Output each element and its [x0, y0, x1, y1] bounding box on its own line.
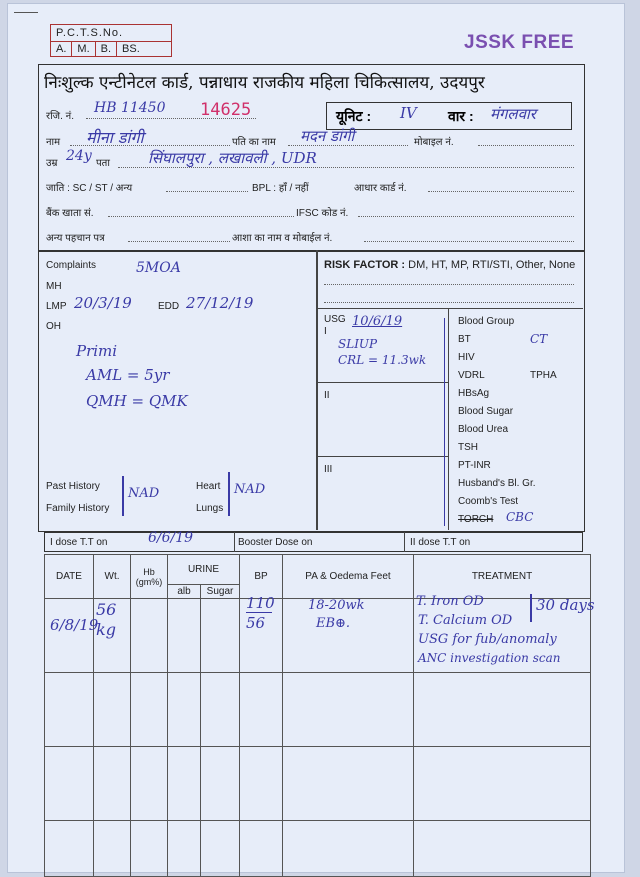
family-history-label: Family History: [46, 503, 110, 514]
treatment-line-4: ANC investigation scan: [418, 651, 561, 665]
lab-blood-sugar: Blood Sugar: [458, 406, 514, 417]
lab-cbc-note: CBC: [506, 510, 534, 524]
col-bp: BP: [240, 555, 283, 599]
tt-first-label: I dose T.T on: [50, 537, 108, 548]
col-wt: Wt.: [94, 555, 131, 599]
risk-factor-options: DM, HT, MP, RTI/STI, Other, None: [408, 259, 576, 271]
risk-factor-label: RISK FACTOR :: [324, 259, 406, 271]
lab-tsh: TSH: [458, 442, 478, 453]
note-aml: AML = 5yr: [86, 366, 170, 384]
day-value: मंगलवार: [490, 105, 536, 123]
mobile-label: मोबाइल नं.: [414, 137, 454, 148]
col-hb: Hb (gm%): [131, 555, 168, 599]
lab-tick-bracket: [444, 318, 451, 526]
note-qmh: QMH = QMK: [86, 392, 188, 410]
age-value: 24y: [66, 148, 92, 164]
aadhaar-label: आधार कार्ड नं.: [354, 183, 407, 194]
lab-ct-note: CT: [530, 332, 548, 346]
address-value: सिंघालपुरा , लखावली , UDR: [148, 149, 317, 167]
lab-torch: TORCH: [458, 514, 494, 525]
edd-value: 27/12/19: [186, 294, 254, 312]
pencil-mark: [14, 12, 38, 13]
usg-label: USG: [324, 314, 346, 325]
husband-label: पति का नाम: [232, 137, 276, 148]
note-primi: Primi: [76, 342, 118, 360]
jssk-free-stamp: JSSK FREE: [464, 32, 575, 53]
col-urine: URINE: [168, 555, 240, 585]
treatment-line-3: USG for fub/anomaly: [418, 632, 557, 647]
identity-label: अन्य पहचान पत्र: [46, 233, 105, 244]
name-label: नाम: [46, 137, 61, 148]
pcts-box: [50, 24, 172, 57]
lab-bt: BT: [458, 334, 471, 345]
usg-line-1: SLIUP: [338, 337, 378, 351]
clinical-block: [38, 250, 585, 532]
pcts-label: P.C.T.S.No.: [51, 25, 171, 42]
mh-label: MH: [46, 281, 62, 292]
reg-label: रजि. नं.: [46, 111, 74, 122]
husband-value: मदन डांगी: [300, 127, 355, 145]
visit-date: 6/8/19: [50, 616, 99, 634]
usg-roman-1: I: [324, 326, 327, 337]
visit-pa-1: 18-20wk: [308, 598, 365, 613]
visit-bp-diastolic: 56: [246, 614, 266, 632]
treatment-line-1: T. Iron OD: [416, 594, 484, 609]
visit-bp-systolic: 110: [246, 594, 275, 612]
visit-pa-2: EB⊕.: [316, 616, 351, 631]
name-value: मीना डांगी: [86, 128, 144, 147]
lab-vdrl: VDRL: [458, 370, 485, 381]
table-row: [45, 747, 591, 821]
antenatal-card: [8, 4, 624, 872]
lab-hiv: HIV: [458, 352, 475, 363]
edd-label: EDD: [158, 301, 180, 312]
treatment-days: 30 days: [536, 596, 595, 614]
heart-lungs-value: NAD: [234, 482, 266, 497]
risk-factor: [324, 259, 575, 271]
pcts-cell-bs: BS.: [122, 43, 140, 55]
unit-value: IV: [400, 104, 417, 122]
lungs-label: Lungs: [196, 503, 224, 514]
tt-booster-label: Booster Dose on: [238, 537, 313, 548]
day-label: वार :: [448, 108, 474, 124]
reg-stamp-number: 14625: [200, 100, 252, 120]
lab-tpha: TPHA: [530, 370, 557, 381]
table-row: [45, 821, 591, 877]
lab-coombs-test: Coomb's Test: [458, 496, 519, 507]
pcts-cell-b: B.: [96, 42, 117, 56]
ifsc-label: IFSC कोड नं.: [296, 208, 349, 219]
col-alb: alb: [168, 585, 201, 599]
visit-weight: 56 kg: [96, 600, 117, 639]
unit-label: यूनिट :: [336, 108, 372, 124]
usg-line-2: CRL = 11.3wk: [338, 353, 427, 367]
complaints-value: 5MOA: [136, 260, 181, 276]
usg-date: 10/6/19: [352, 314, 403, 329]
asha-label: आशा का नाम व मोबाईल नं.: [232, 233, 333, 244]
bank-label: बैंक खाता सं.: [46, 208, 94, 219]
lmp-label: LMP: [46, 301, 67, 312]
lab-pt-inr: PT-INR: [458, 460, 491, 471]
reg-handwritten: HB 11450: [94, 100, 166, 116]
lab-husband-bl-gr: Husband's Bl. Gr.: [458, 478, 536, 489]
heart-label: Heart: [196, 481, 221, 492]
oh-label: OH: [46, 321, 61, 332]
col-treatment: TREATMENT: [414, 555, 591, 599]
lab-hbsag: HBsAg: [458, 388, 490, 399]
tt-second-label: II dose T.T on: [410, 537, 471, 548]
col-pa: PA & Oedema Feet: [283, 555, 414, 599]
lab-blood-urea: Blood Urea: [458, 424, 509, 435]
col-date: DATE: [45, 555, 94, 599]
caste-label: जाति : SC / ST / अन्य: [46, 183, 133, 194]
col-sugar: Sugar: [201, 585, 240, 599]
treatment-line-2: T. Calcium OD: [418, 613, 513, 628]
lab-blood-group: Blood Group: [458, 316, 515, 327]
past-history-label: Past History: [46, 481, 100, 492]
bpl-label: BPL : हाँ / नहीं: [252, 183, 309, 194]
address-label: पता: [96, 158, 110, 169]
card-title: निःशुल्क एन्टीनेटल कार्ड, पन्नाधाय राजकीय महिला चिकित्सालय, उदयपुर: [44, 73, 485, 93]
pcts-cell-a: A.: [51, 42, 72, 56]
age-label: उम्र: [46, 158, 58, 169]
pcts-cell-m: M.: [72, 42, 95, 56]
usg-roman-2: II: [324, 390, 330, 401]
past-history-value: NAD: [128, 486, 160, 501]
tt-first-value: 6/6/19: [148, 530, 194, 546]
tt-row: [44, 532, 583, 552]
complaints-label: Complaints: [46, 260, 97, 271]
table-row: [45, 673, 591, 747]
lmp-value: 20/3/19: [74, 294, 132, 312]
usg-roman-3: III: [324, 464, 333, 475]
